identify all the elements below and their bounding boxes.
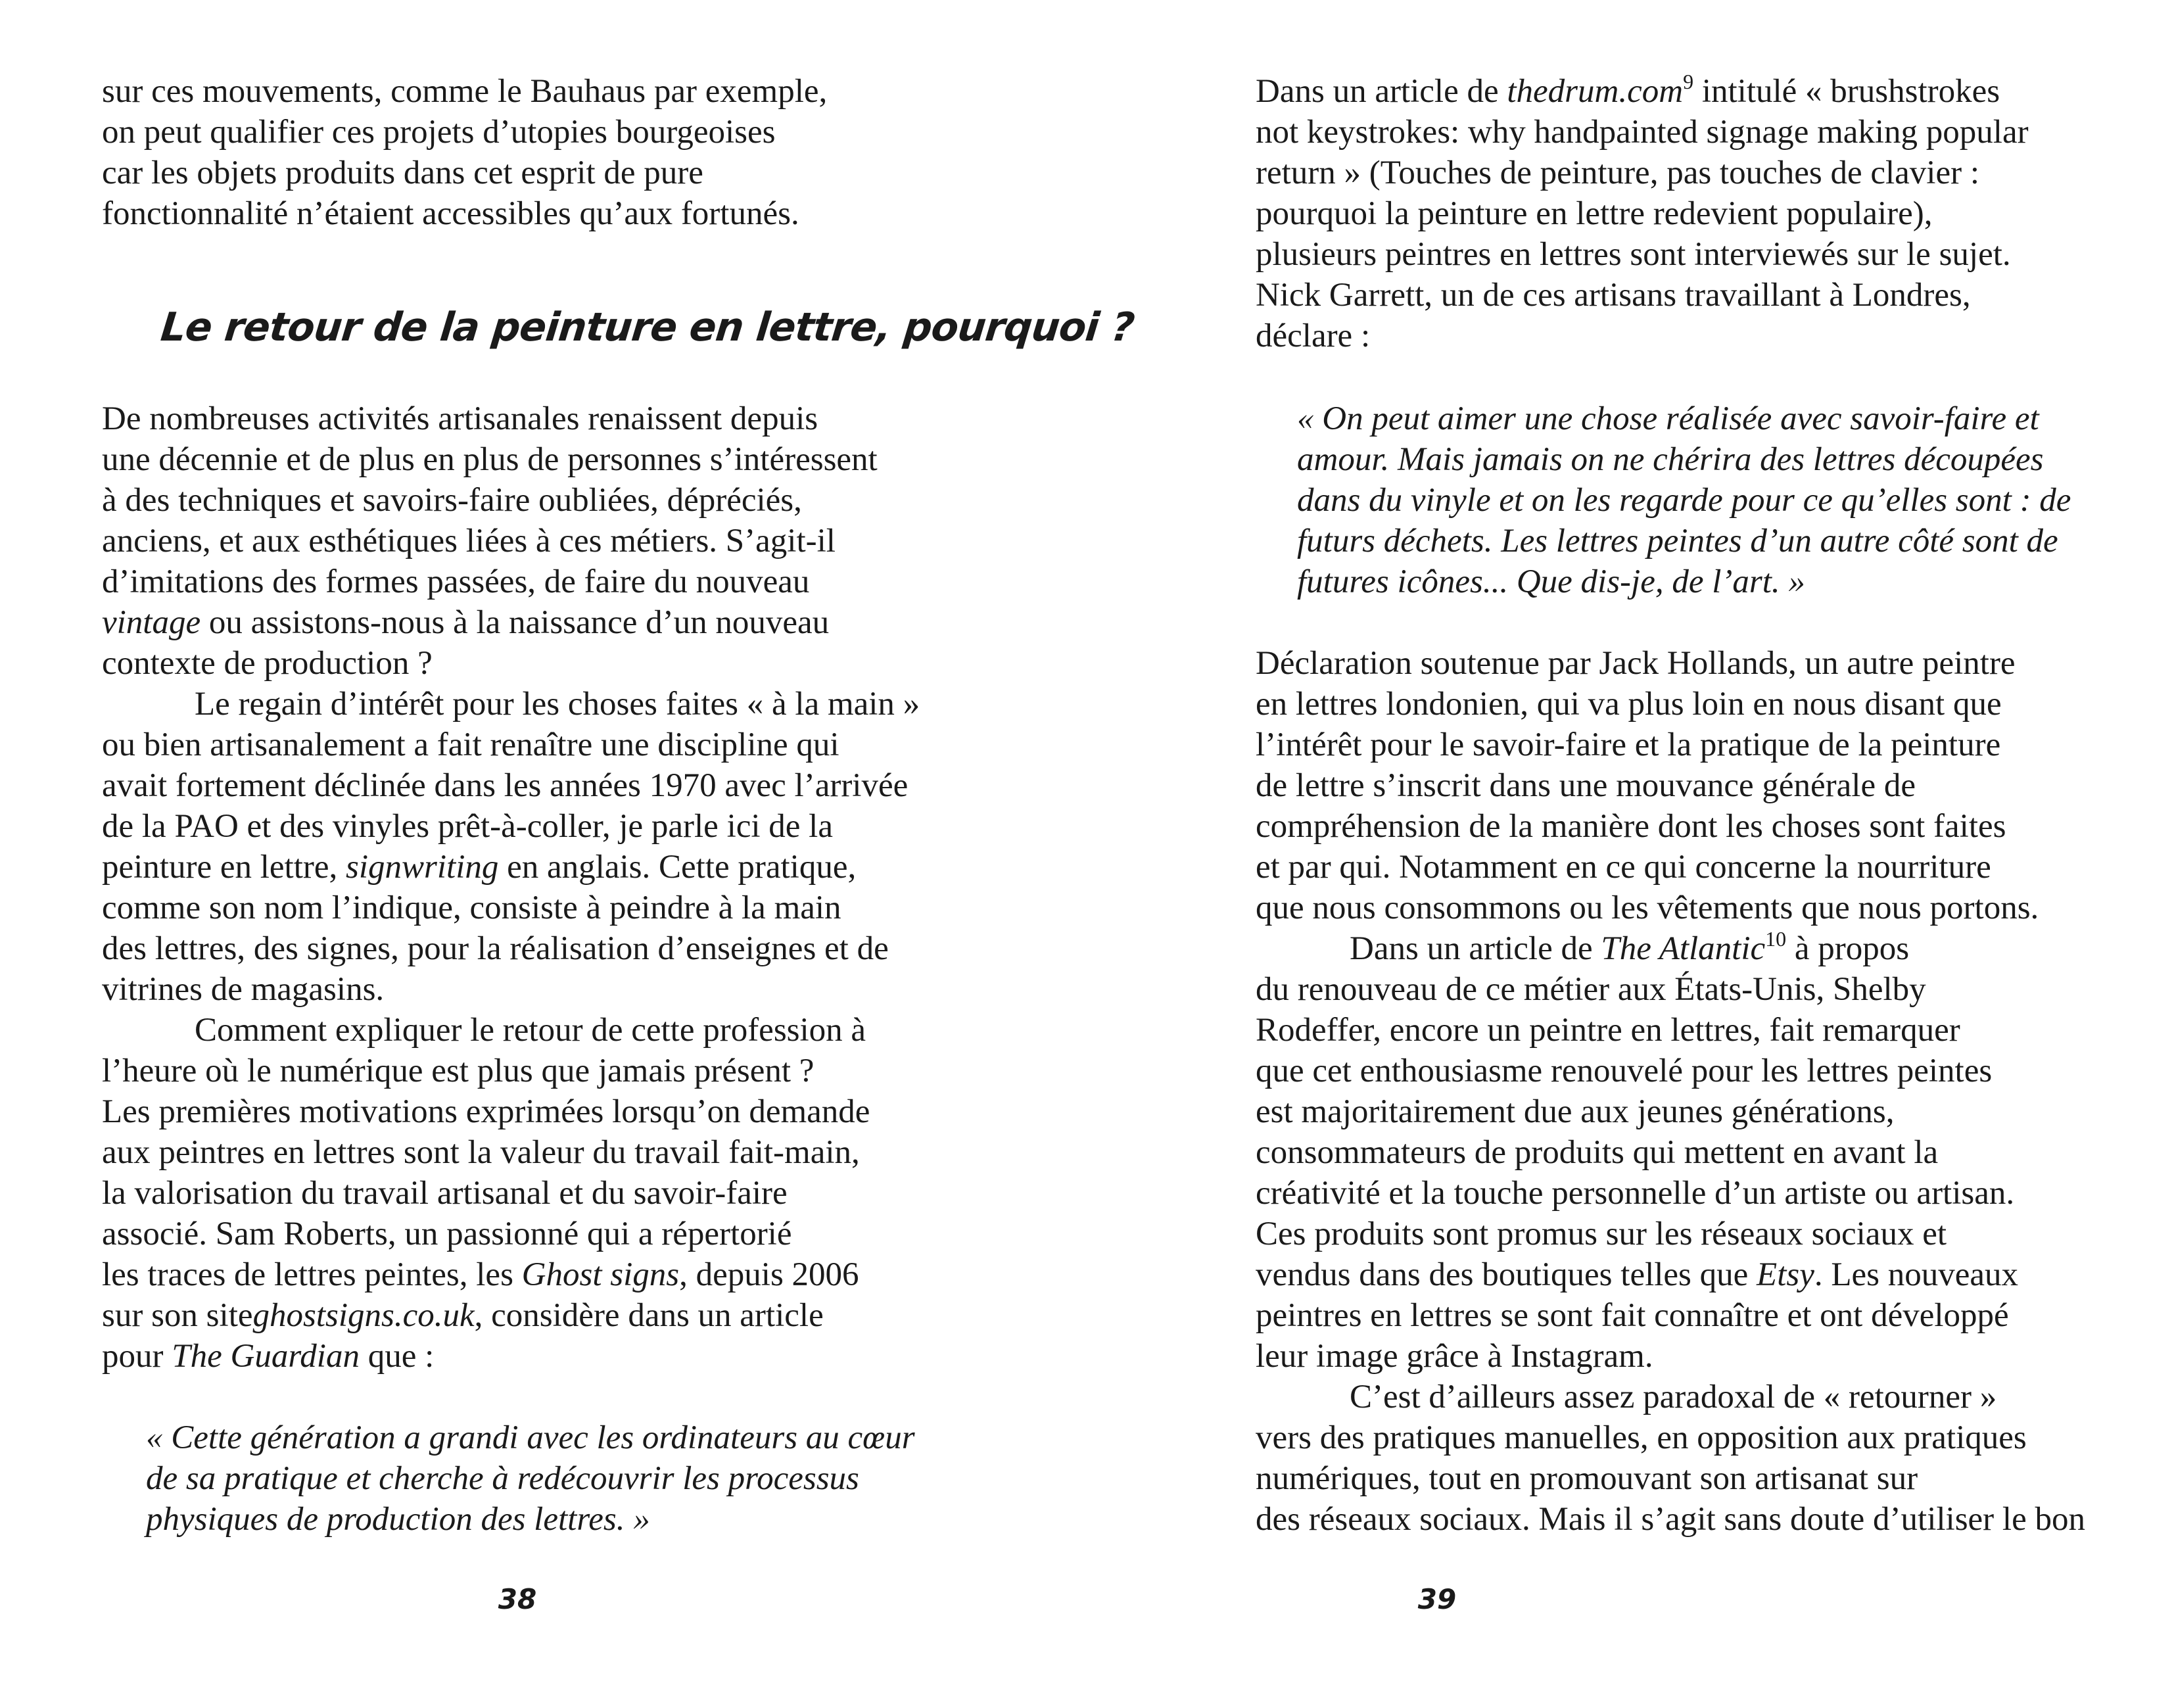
text-line: comme son nom l’indique, consiste à peindre à la main [102,890,841,926]
footnote-ref: 9 [1683,70,1694,93]
quote-line: futurs déchets. Les lettres peintes d’un autre côté sont de [1297,523,2058,559]
text-line [1256,1254,2018,1295]
text-span: Dans un article de [1350,930,1601,967]
text-line: en lettres londonien, qui va plus loin en nous disant que [1256,686,2002,723]
text-span: que : [359,1338,435,1375]
italic-term: vintage [102,604,201,641]
text-span: peinture en lettre, [102,849,346,886]
text-line: fonctionnalité n’étaient accessibles qu’aux fortunés. [102,195,799,232]
text-line [102,1295,824,1336]
text-line: vitrines de magasins. [102,971,385,1008]
text-span: , considère dans un article [474,1297,824,1334]
page-number: 38 [498,1583,537,1615]
text-line: contexte de production ? [102,645,433,682]
text-line: de la PAO et des vinyles prêt-à-coller, je parle ici de la [102,808,833,845]
text-line: car les objets produits dans cet esprit de pure [102,154,703,191]
italic-term: ghostsigns.co.uk [252,1297,475,1334]
text-span: intitulé « brushstrokes [1693,73,2000,110]
quote-line: de sa pratique et cherche à redécouvrir les processus [146,1460,859,1497]
text-line: une décennie et de plus en plus de personnes s’intéressent [102,441,878,478]
text-line: aux peintres en lettres sont la valeur du travail fait-main, [102,1134,860,1171]
text-line [102,602,829,643]
text-line [102,1336,434,1377]
text-line: d’imitations des formes passées, de faire du nouveau [102,563,810,600]
text-line: compréhension de la manière dont les choses sont faites [1256,808,2006,845]
text-line [1350,928,1909,969]
text-line: déclare : [1256,318,1371,354]
text-span: les traces de lettres peintes, les [102,1256,522,1293]
italic-term: signwriting [346,849,499,886]
quote-line: dans du vinyle et on les regarde pour ce qu’elles sont : de [1297,482,2071,519]
text-line: Comment expliquer le retour de cette profession à [195,1012,866,1049]
text-line: leur image grâce à Instagram. [1256,1338,1653,1375]
quote-line: futures icônes... Que dis-je, de l’art. » [1297,563,1805,600]
text-line: créativité et la touche personnelle d’un artiste ou artisan. [1256,1175,2015,1212]
text-line: Les premières motivations exprimées lorsqu’on demande [102,1093,870,1130]
text-line: vers des pratiques manuelles, en opposition aux pratiques [1256,1419,2027,1456]
italic-term: thedrum.com [1507,73,1684,110]
quote-line: « On peut aimer une chose réalisée avec savoir-faire et [1297,400,2039,437]
text-span: ou assistons-nous à la naissance d’un nouveau [201,604,830,641]
text-line: pourquoi la peinture en lettre redevient populaire), [1256,195,1933,232]
text-line: on peut qualifier ces projets d’utopies bourgeoises [102,114,776,151]
text-line [1256,71,2000,112]
text-line: l’intérêt pour le savoir-faire et la pratique de la peinture [1256,726,2001,763]
text-span: vendus dans des boutiques telles que [1256,1256,1757,1293]
italic-term: The Guardian [172,1338,360,1375]
text-line: associé. Sam Roberts, un passionné qui a répertorié [102,1216,792,1252]
text-line: Ces produits sont promus sur les réseaux sociaux et [1256,1216,1947,1252]
quote-line: amour. Mais jamais on ne chérira des lettres découpées [1297,441,2044,478]
text-line: des lettres, des signes, pour la réalisation d’enseignes et de [102,930,889,967]
text-line: not keystrokes: why handpainted signage making popular [1256,114,2029,151]
text-line: l’heure où le numérique est plus que jamais présent ? [102,1053,815,1089]
page-number: 39 [1417,1583,1457,1615]
text-line: ou bien artisanalement a fait renaître une discipline qui [102,726,839,763]
text-line: numériques, tout en promouvant son artisanat sur [1256,1460,1918,1497]
text-line: De nombreuses activités artisanales renaissent depuis [102,400,818,437]
italic-term: Etsy [1757,1256,1814,1293]
text-line: plusieurs peintres en lettres sont interviewés sur le sujet. [1256,236,2011,273]
text-line: Le regain d’intérêt pour les choses faites « à la main » [195,686,920,723]
text-line: C’est d’ailleurs assez paradoxal de « retourner » [1350,1379,1997,1415]
footnote-ref: 10 [1765,927,1787,951]
text-line: que nous consommons ou les vêtements que nous portons. [1256,890,2039,926]
text-line: à des techniques et savoirs-faire oubliées, dépréciés, [102,482,802,519]
text-line: sur ces mouvements, comme le Bauhaus par exemple, [102,73,828,110]
text-line: que cet enthousiasme renouvelé pour les lettres peintes [1256,1053,1993,1089]
text-line: Déclaration soutenue par Jack Hollands, un autre peintre [1256,645,2016,682]
text-span: pour [102,1338,172,1375]
quote-line: physiques de production des lettres. » [146,1501,650,1538]
text-line: du renouveau de ce métier aux États-Unis, Shelby [1256,971,1926,1008]
text-span: en anglais. Cette pratique, [498,849,857,886]
text-line: peintres en lettres se sont fait connaître et ont développé [1256,1297,2009,1334]
text-line: des réseaux sociaux. Mais il s’agit sans doute d’utiliser le bon [1256,1501,2085,1538]
text-span: sur son site [102,1297,253,1334]
quote-line: « Cette génération a grandi avec les ordinateurs au cœur [146,1419,915,1456]
text-line [102,1254,859,1295]
text-line: la valorisation du travail artisanal et du savoir-faire [102,1175,788,1212]
text-line [102,847,856,888]
text-span: à propos [1786,930,1910,967]
text-span: , depuis 2006 [679,1256,859,1293]
text-line: de lettre s’inscrit dans une mouvance générale de [1256,767,1916,804]
text-span: Dans un article de [1256,73,1507,110]
text-line: est majoritairement due aux jeunes générations, [1256,1093,1895,1130]
text-line: return » (Touches de peinture, pas touches de clavier : [1256,154,1980,191]
text-line: Rodeffer, encore un peintre en lettres, fait remarquer [1256,1012,1960,1049]
text-line: anciens, et aux esthétiques liées à ces métiers. S’agit-il [102,523,836,559]
text-line: Nick Garrett, un de ces artisans travaillant à Londres, [1256,277,1971,314]
italic-term: Ghost signs [521,1256,680,1293]
right-page [1087,0,2174,1708]
section-heading: Le retour de la peinture en lettre, pourquoi ? [158,304,1137,350]
text-line: et par qui. Notamment en ce qui concerne la nourriture [1256,849,1991,886]
italic-term: The Atlantic [1601,930,1766,967]
text-line: avait fortement déclinée dans les années 1970 avec l’arrivée [102,767,909,804]
text-span: . Les nouveaux [1814,1256,2019,1293]
text-line: consommateurs de produits qui mettent en avant la [1256,1134,1939,1171]
